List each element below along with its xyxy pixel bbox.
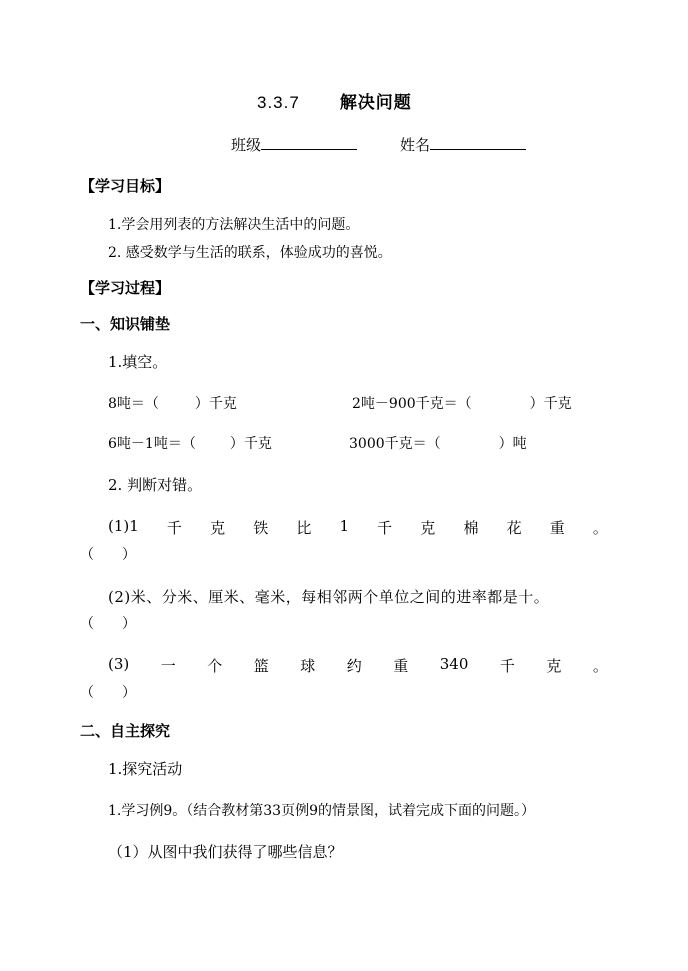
example-instruction: 1.学习例9。（结合教材第33页例9的情景图，试着完成下面的问题。）: [108, 803, 535, 819]
s1-token: (1)1: [108, 517, 139, 535]
s1-token: 千: [166, 519, 182, 537]
section1-heading: 一、知识铺垫: [80, 315, 171, 333]
section2-heading: 二、自主探究: [80, 722, 171, 740]
s3-token: 重: [393, 657, 409, 675]
q1-label: 1.填空。: [108, 353, 168, 371]
s1-token: 1: [339, 517, 350, 535]
fill-b-text: 2吨－900千克＝（: [352, 396, 472, 412]
q2-label: 2. 判断对错。: [108, 476, 203, 494]
s1-token: 铁: [253, 519, 269, 537]
s1-token: 克: [210, 519, 226, 537]
fill-d-text: 3000千克＝（: [349, 436, 441, 452]
fill-d-unit: ）吨: [498, 436, 527, 452]
name-field: [400, 134, 526, 155]
s1-token: 重: [549, 519, 565, 537]
fill-blank-c: [108, 433, 272, 453]
s3-token: 340: [439, 655, 469, 673]
s1-token: 棉: [463, 519, 479, 537]
name-label: 姓名: [400, 136, 431, 154]
fill-c-unit: ）千克: [229, 436, 272, 452]
question-1: （1）从图中我们获得了哪些信息？: [108, 843, 343, 861]
answer-bracket-1[interactable]: （ ）: [80, 547, 136, 563]
page-title: [257, 88, 412, 113]
lesson-number: 3.3.7: [257, 93, 300, 112]
s3-token: 篮: [253, 657, 269, 675]
s3-token: 一: [160, 657, 176, 675]
lesson-title: 解决问题: [339, 93, 412, 113]
s3-token: (3): [108, 655, 130, 673]
process-heading: 【学习过程】: [80, 279, 171, 297]
s1-token: 。: [592, 519, 608, 537]
class-field: [231, 134, 357, 155]
fill-a-unit: ）千克: [194, 396, 237, 412]
s3-token: 。: [592, 657, 608, 675]
class-label: 班级: [231, 136, 262, 154]
answer-bracket-2[interactable]: （ ）: [80, 616, 136, 632]
fill-a-text: 8吨＝（: [108, 396, 159, 412]
activity-label: 1.探究活动: [108, 760, 183, 778]
s1-token: 千: [377, 519, 393, 537]
goal-item-2: 2. 感受数学与生活的联系，体验成功的喜悦。: [108, 245, 392, 261]
judge-statement-2: (2)米、分米、厘米、毫米，每相邻两个单位之间的进率都是十。: [108, 588, 550, 606]
goals-heading: 【学习目标】: [80, 177, 171, 195]
class-input-line[interactable]: [261, 135, 357, 150]
fill-c-text: 6吨－1吨＝（: [108, 436, 196, 452]
s3-token: 约: [346, 657, 362, 675]
s1-token: 克: [420, 519, 436, 537]
goal-item-1: 1.学会用列表的方法解决生活中的问题。: [108, 217, 360, 233]
answer-bracket-3[interactable]: （ ）: [80, 685, 136, 701]
name-input-line[interactable]: [430, 135, 526, 150]
fill-blank-d: [349, 433, 527, 453]
s3-token: 个: [207, 657, 223, 675]
judge-statement-3: [108, 655, 608, 676]
judge-statement-1: [108, 517, 608, 538]
s3-token: 克: [546, 657, 562, 675]
fill-b-unit: ）千克: [529, 396, 572, 412]
s1-token: 花: [506, 519, 522, 537]
s3-token: 球: [300, 657, 316, 675]
fill-blank-a: [108, 393, 237, 413]
fill-blank-b: [352, 393, 572, 413]
s3-token: 千: [499, 657, 515, 675]
s1-token: 比: [296, 519, 312, 537]
